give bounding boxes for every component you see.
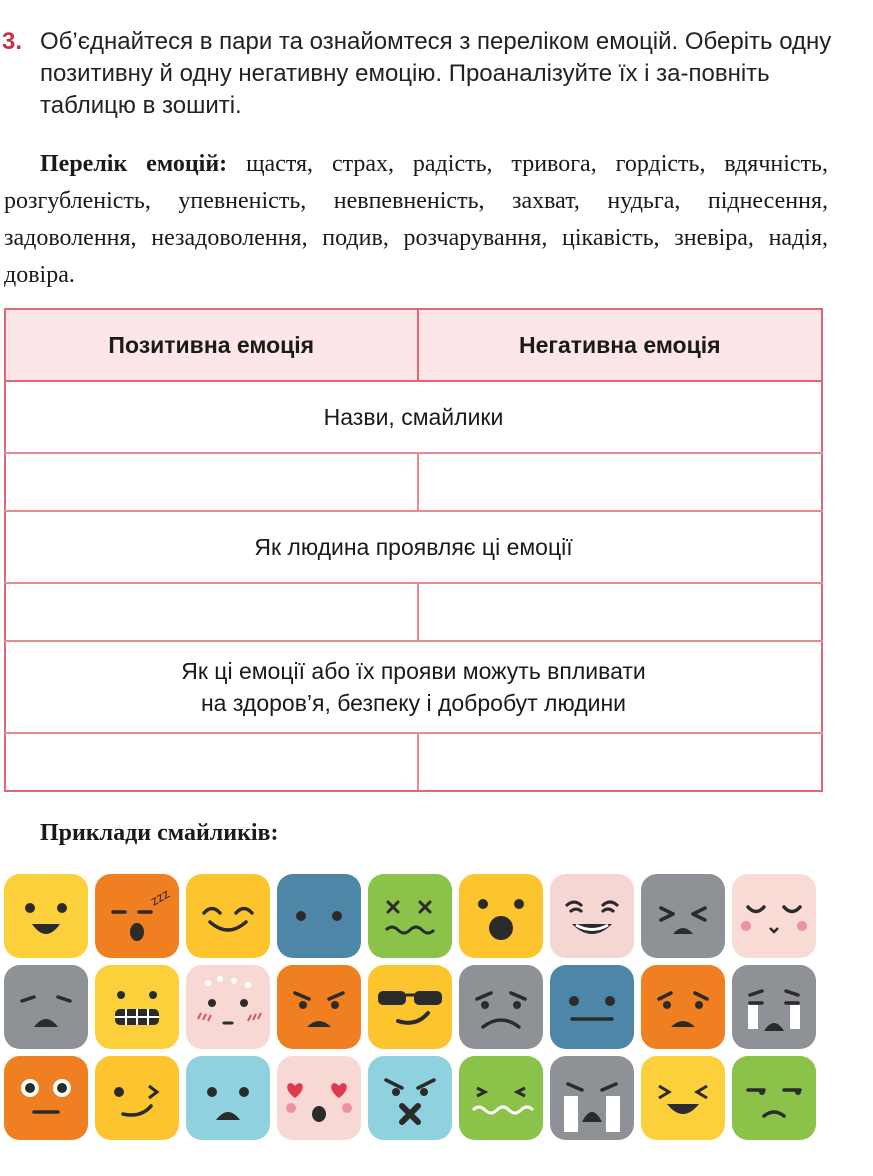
- table-section-row: [5, 641, 822, 733]
- header-negative: Негативна емоція: [418, 309, 822, 381]
- section-effect-line1: Як ці емоції або їх прояви можуть впливати: [181, 658, 646, 684]
- winking-smirk-icon: [95, 1056, 179, 1140]
- table-cell-empty: [418, 453, 822, 511]
- section-names: Назви, смайлики: [5, 381, 822, 453]
- heart-eyes-icon: [277, 1056, 361, 1140]
- surprised-icon: [459, 874, 543, 958]
- section-effect-line2: на здоров’я, безпеку і добробут людини: [200, 690, 627, 716]
- sobbing-icon: [550, 1056, 634, 1140]
- emotions-table: [4, 308, 823, 792]
- silenced-icon: [368, 1056, 452, 1140]
- table-section-row: [5, 381, 822, 453]
- worried-icon: [641, 965, 725, 1049]
- unamused-icon: [732, 1056, 816, 1140]
- cool-sunglasses-icon: [368, 965, 452, 1049]
- grimacing-icon: [95, 965, 179, 1049]
- neutral-dots-icon: [277, 874, 361, 958]
- task-number: 3.: [2, 28, 23, 55]
- svg-text:zzz: zzz: [147, 885, 173, 909]
- grinning-squint-icon: [641, 1056, 725, 1140]
- section-effect: [5, 641, 822, 733]
- table-empty-row: [5, 583, 822, 641]
- table-empty-row: [5, 733, 822, 791]
- crying-icon: [732, 965, 816, 1049]
- blushing-icon: [732, 874, 816, 958]
- sleepy-zzz-icon: [95, 874, 179, 958]
- sad-icon: [4, 965, 88, 1049]
- nervous-sweat-icon: [186, 965, 270, 1049]
- emotions-list: [4, 146, 828, 294]
- table-cell-empty: [418, 583, 822, 641]
- content-smile-icon: [186, 874, 270, 958]
- emotions-list-label: Перелік емоцій:: [40, 151, 228, 177]
- dizzy-x-eyes-icon: [368, 874, 452, 958]
- pained-icon: [641, 874, 725, 958]
- header-positive: Позитивна емоція: [5, 309, 418, 381]
- table-cell-empty: [5, 583, 418, 641]
- scared-icon: [186, 1056, 270, 1140]
- table-cell-empty: [5, 453, 418, 511]
- table-section-row: [5, 511, 822, 583]
- examples-title: Приклади смайликів:: [40, 820, 279, 846]
- table-empty-row: [5, 453, 822, 511]
- table-cell-empty: [418, 733, 822, 791]
- happy-icon: [4, 874, 88, 958]
- expressionless-icon: [550, 965, 634, 1049]
- emoji-grid: [0, 874, 873, 1164]
- frowning-icon: [459, 965, 543, 1049]
- table-header-row: [5, 309, 822, 381]
- emotions-list-items: щастя, страх, радість, тривога, гордість, вдячність, розгубленість, упевненість, невпевненість, захват, нудьга, піднесення, задоволення, незадоволення, подив, розчарування, цікавість, зневіра, надія, довіра.: [4, 151, 829, 288]
- table-cell-empty: [5, 733, 418, 791]
- section-manifest: Як людина проявляє ці емоції: [5, 511, 822, 583]
- task-block: [0, 26, 850, 122]
- angry-icon: [277, 965, 361, 1049]
- task-text: Об’єднайтеся в пари та ознайомтеся з переліком емоцій. Оберіть одну позитивну й одну негативну емоцію. Проаналізуйте їх і за-повніть таблицю в зошиті.: [40, 28, 832, 119]
- laughing-icon: [550, 874, 634, 958]
- wide-eyed-icon: [4, 1056, 88, 1140]
- nauseated-icon: [459, 1056, 543, 1140]
